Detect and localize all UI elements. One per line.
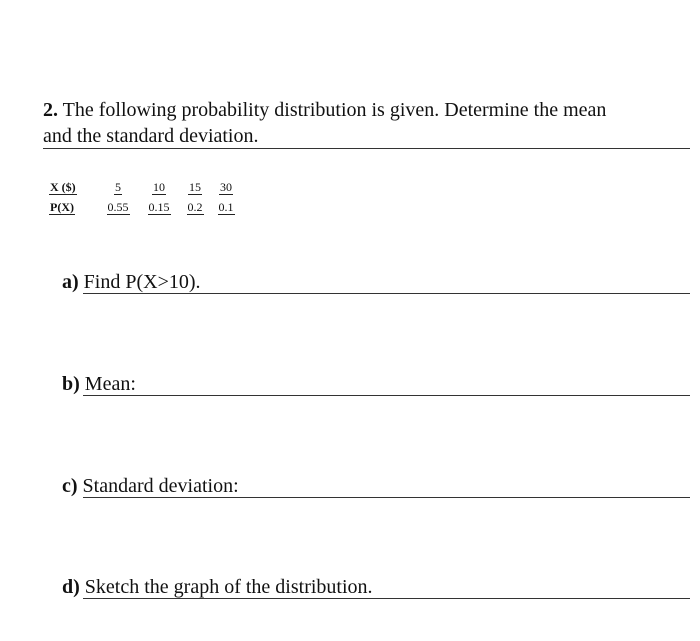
question-number: 2. [43,99,58,121]
x-value-cell [139,180,179,195]
part-c-text: Standard deviation: [82,475,239,497]
part-c-answer-line [83,497,690,498]
question-text-line2: and the standard deviation. [43,125,259,147]
part-d [62,575,373,599]
part-c [62,474,239,498]
x-value-cell [97,180,139,195]
p-value: 0.55 [107,200,129,214]
x-value: 30 [220,180,232,194]
p-header: P(X) [50,200,74,214]
part-c-letter: c) [62,475,78,497]
p-value: 0.15 [148,200,170,214]
p-value: 0.2 [187,200,203,214]
x-value: 5 [115,180,121,194]
question-underline [43,148,690,149]
part-a [62,270,201,294]
p-value-cell [179,200,211,215]
p-value-cell [139,200,179,215]
part-b-answer-line [83,395,690,396]
part-a-letter: a) [62,271,79,293]
distribution-p-row [45,195,241,215]
p-value-cell [211,200,241,215]
part-b [62,372,136,396]
question-prompt: The following probability distribution is given. Determine the mean [62,99,607,121]
part-d-text: Sketch the graph of the distribution. [84,576,373,598]
part-a-answer-line [83,293,690,294]
distribution-table [45,175,241,215]
x-value: 15 [189,180,201,194]
part-a-text: Find P(X>10). [83,271,201,293]
x-value: 10 [153,180,165,194]
x-value-cell [179,180,211,195]
part-b-letter: b) [62,373,80,395]
x-header: X ($) [50,180,76,194]
distribution-x-row [45,175,241,195]
p-header-cell [45,200,97,215]
part-d-letter: d) [62,576,80,598]
x-header-cell [45,180,97,195]
x-value-cell [211,180,241,195]
part-d-answer-line [83,598,690,599]
part-b-text: Mean: [84,373,136,395]
p-value-cell [97,200,139,215]
p-value: 0.1 [218,200,234,214]
question-text-line1 [43,98,606,122]
